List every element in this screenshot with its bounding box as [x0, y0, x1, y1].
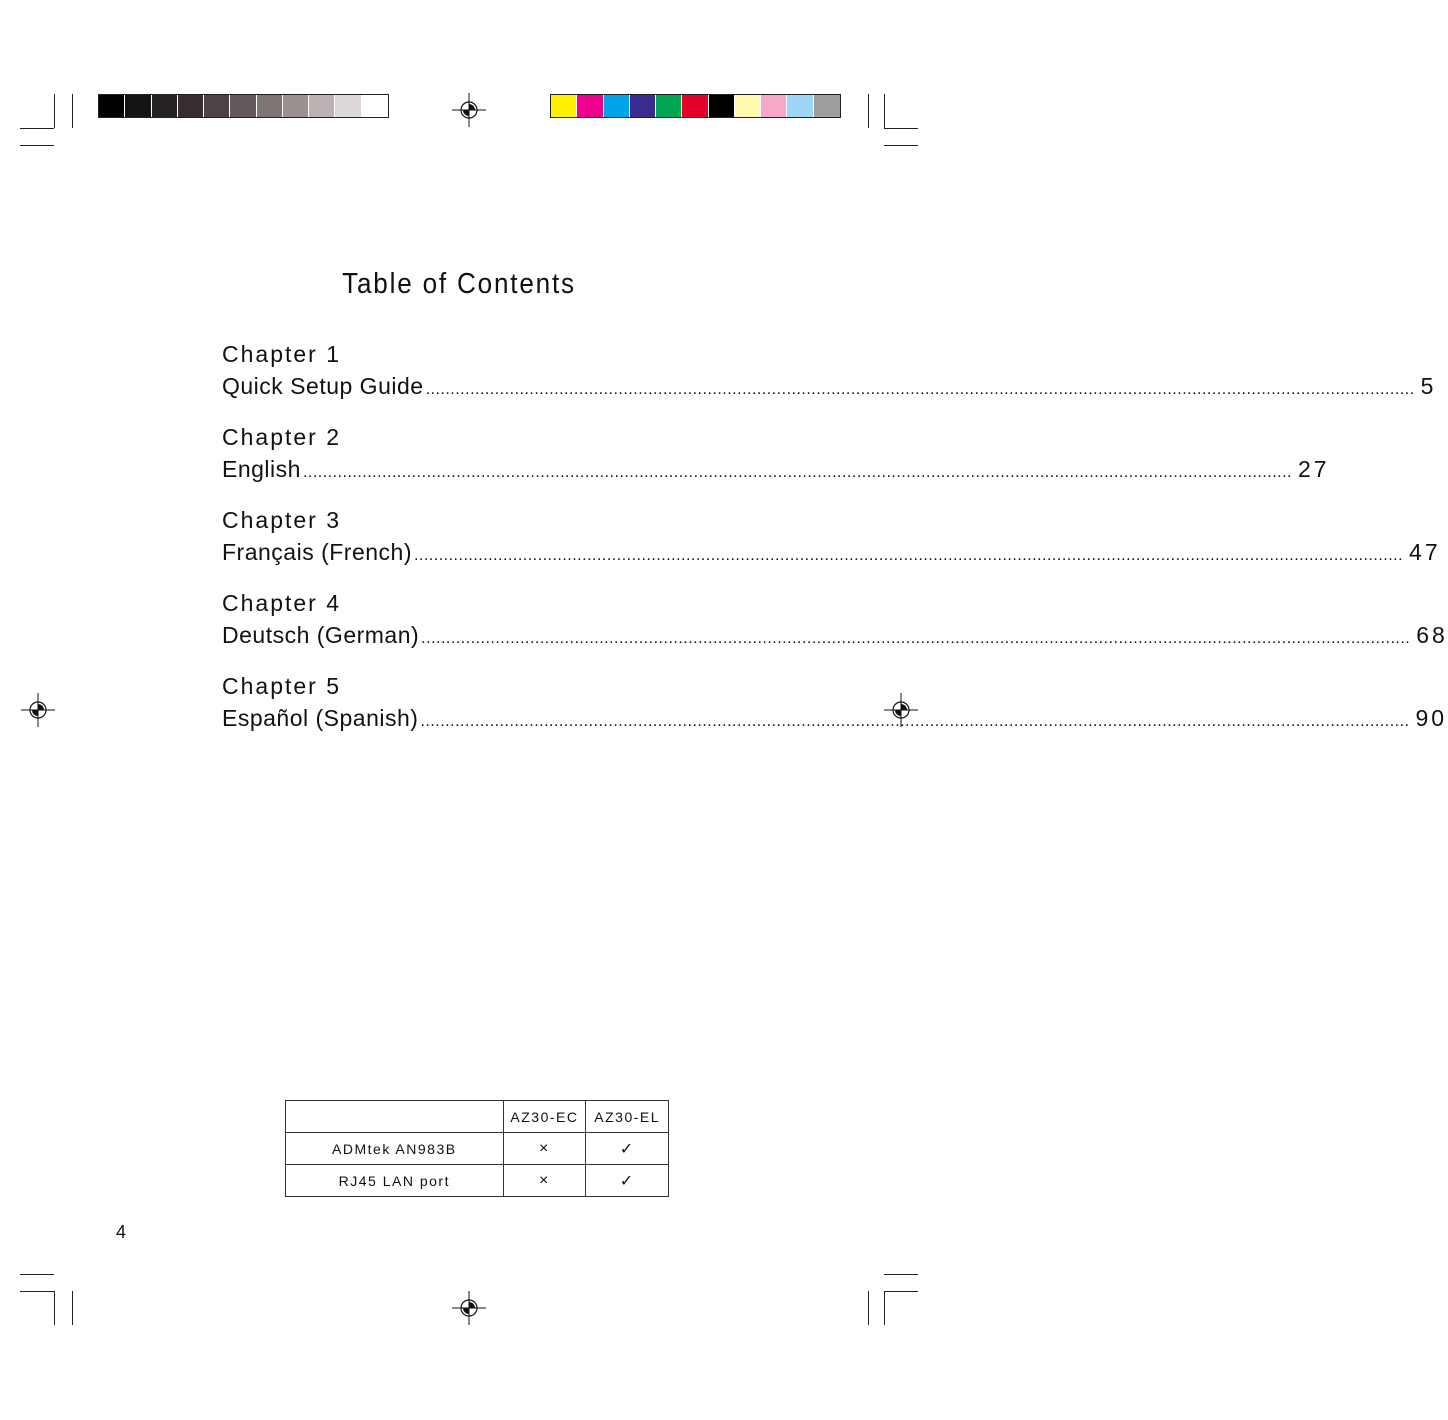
- crop-mark: [72, 1291, 73, 1325]
- registration-mark-icon: [21, 693, 55, 727]
- crop-mark: [868, 1291, 869, 1325]
- toc-entry[interactable]: [222, 338, 1437, 402]
- toc-entry[interactable]: [222, 421, 1330, 485]
- color-swatch: [682, 95, 708, 117]
- color-swatch: [230, 95, 256, 117]
- page-title: Table of Contents: [342, 268, 576, 300]
- chapter-label: Chapter 5: [222, 673, 342, 699]
- check-icon: ✓: [586, 1133, 669, 1165]
- color-swatch: [761, 95, 787, 117]
- chapter-label: Chapter 1: [222, 341, 342, 367]
- color-swatch: [551, 95, 577, 117]
- chapter-name: English: [222, 456, 301, 482]
- crop-mark: [20, 1291, 54, 1292]
- color-swatch: [577, 95, 603, 117]
- color-swatch: [814, 95, 840, 117]
- registration-mark-icon: [452, 93, 486, 127]
- toc-entry[interactable]: [222, 504, 1441, 568]
- table-row: [286, 1165, 669, 1197]
- color-swatch: [362, 95, 388, 117]
- chapter-name: Español (Spanish): [222, 705, 419, 731]
- color-swatch: [257, 95, 283, 117]
- page-ref: 27: [1298, 456, 1330, 482]
- crop-mark: [868, 94, 869, 128]
- toc-entry[interactable]: [222, 587, 1448, 651]
- dot-leader: ........................................................................................................................................................................................................: [425, 381, 1415, 398]
- crop-mark: [884, 145, 918, 146]
- dot-leader: ........................................................................................................................................................................................................: [420, 713, 1410, 730]
- color-swatch: [787, 95, 813, 117]
- crop-mark: [884, 1291, 885, 1325]
- crop-mark: [20, 145, 54, 146]
- color-swatch: [604, 95, 630, 117]
- chapter-name: Deutsch (German): [222, 622, 420, 648]
- chapter-label: Chapter 4: [222, 590, 342, 616]
- header-cell: AZ30-EL: [586, 1101, 669, 1133]
- header-cell: AZ30-EC: [503, 1101, 586, 1133]
- dot-leader: ........................................................................................................................................................................................................: [421, 630, 1411, 647]
- color-swatch: [152, 95, 178, 117]
- crop-mark: [20, 128, 54, 129]
- color-swatch: [125, 95, 151, 117]
- crop-mark: [884, 128, 918, 129]
- page-ref: 47: [1409, 539, 1441, 565]
- chapter-label: Chapter 2: [222, 424, 342, 450]
- page-ref: 90: [1415, 705, 1448, 731]
- crop-mark: [884, 94, 885, 128]
- color-swatch: [309, 95, 335, 117]
- feature-label: RJ45 LAN port: [286, 1165, 504, 1197]
- chapter-label: Chapter 3: [222, 507, 342, 533]
- grayscale-color-bar: [98, 94, 389, 118]
- cross-icon: ×: [503, 1133, 586, 1165]
- color-swatch: [178, 95, 204, 117]
- color-swatch: [630, 95, 656, 117]
- table-of-contents: [222, 338, 1448, 753]
- crop-mark: [54, 94, 55, 128]
- chapter-name: Français (French): [222, 539, 412, 565]
- crop-mark: [884, 1274, 918, 1275]
- crop-mark: [54, 1291, 55, 1325]
- cross-icon: ×: [503, 1165, 586, 1197]
- crop-mark: [20, 1274, 54, 1275]
- color-swatch: [283, 95, 309, 117]
- crop-mark: [72, 94, 73, 128]
- color-swatch: [709, 95, 735, 117]
- feature-label: ADMtek AN983B: [286, 1133, 504, 1165]
- model-feature-table: [285, 1100, 669, 1197]
- toc-entry[interactable]: [222, 670, 1448, 734]
- color-swatch: [335, 95, 361, 117]
- table-header-row: [286, 1101, 669, 1133]
- chapter-name: Quick Setup Guide: [222, 373, 424, 399]
- color-swatch: [204, 95, 230, 117]
- process-color-bar: [550, 94, 841, 118]
- crop-mark: [884, 1291, 918, 1292]
- table-row: [286, 1133, 669, 1165]
- page-ref: 68: [1416, 622, 1448, 648]
- dot-leader: ........................................................................................................................................................................................................: [302, 464, 1292, 481]
- color-swatch: [735, 95, 761, 117]
- registration-mark-icon: [452, 1291, 486, 1325]
- page-ref: 5: [1420, 373, 1437, 399]
- page-number: 4: [116, 1222, 127, 1242]
- check-icon: ✓: [586, 1165, 669, 1197]
- color-swatch: [99, 95, 125, 117]
- header-cell: [286, 1101, 504, 1133]
- dot-leader: ........................................................................................................................................................................................................: [413, 547, 1404, 564]
- color-swatch: [656, 95, 682, 117]
